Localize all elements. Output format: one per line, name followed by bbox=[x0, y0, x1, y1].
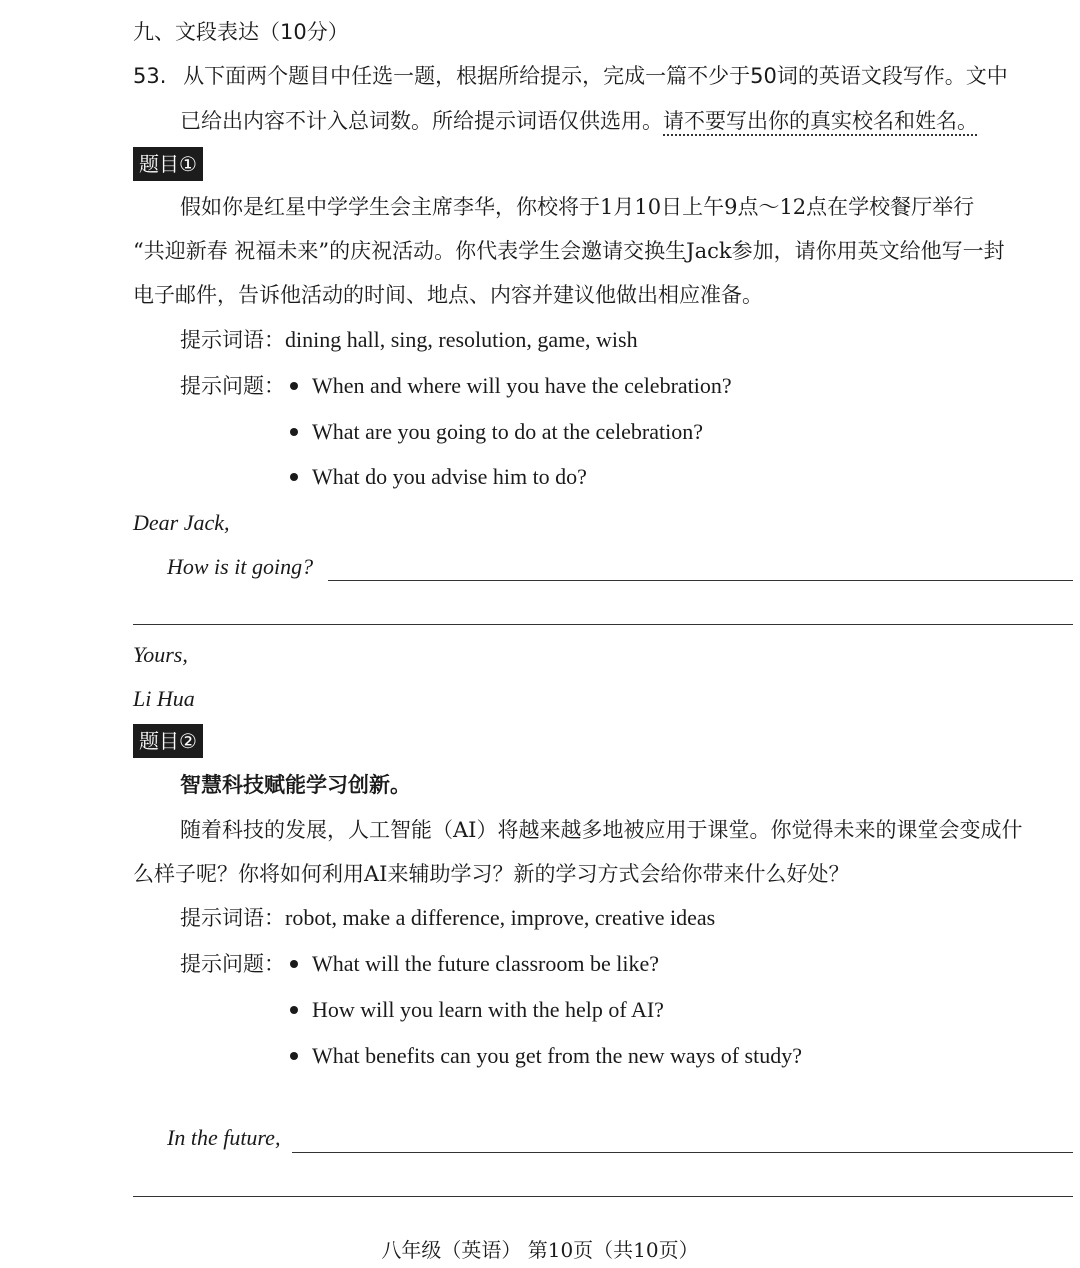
instruction-part1: 已给出内容不计入总词数。所给提示词语仅供选用。 bbox=[180, 109, 663, 133]
question-instruction-line2 bbox=[180, 107, 978, 135]
topic2-paragraph-line1: 随着科技的发展，人工智能（AI）将越来越多地被应用于课堂。你觉得未来的课堂会变成什 bbox=[180, 818, 1023, 842]
topic1-hint-question: What are you going to do at the celebration? bbox=[290, 418, 703, 446]
topic1-hint-words bbox=[180, 326, 638, 354]
hint-words-value: dining hall, sing, resolution, game, wish bbox=[285, 327, 638, 352]
essay-opening: In the future, bbox=[167, 1125, 281, 1150]
topic2-hint-question: What benefits can you get from the new ways of study? bbox=[290, 1042, 802, 1070]
answer-line[interactable] bbox=[292, 1152, 1073, 1153]
bullet-icon bbox=[290, 1006, 298, 1014]
bullet-icon bbox=[290, 960, 298, 968]
topic2-hint-words bbox=[180, 904, 715, 932]
answer-line[interactable] bbox=[133, 624, 1073, 625]
letter-signature: Li Hua bbox=[133, 686, 195, 711]
instruction-emphasis: 请不要写出你的真实校名和姓名。 bbox=[663, 109, 978, 133]
question-instruction-line1 bbox=[133, 62, 1008, 90]
topic2-hint-questions-label: 提示问题： bbox=[180, 952, 285, 976]
topic1-badge: 题目① bbox=[133, 147, 203, 181]
hint-words-label: 提示词语： bbox=[180, 906, 285, 930]
topic2-hint-question: What will the future classroom be like? bbox=[290, 950, 659, 978]
page-footer: 八年级（英语） 第10页（共10页） bbox=[381, 1238, 699, 1262]
bullet-icon bbox=[290, 428, 298, 436]
question-number: 53. bbox=[133, 64, 167, 88]
section-heading: 九、文段表达（10分） bbox=[133, 20, 349, 44]
topic1-paragraph-line1: 假如你是红星中学学生会主席李华，你校将于1月10日上午9点～12点在学校餐厅举行 bbox=[180, 195, 975, 219]
hint-words-value: robot, make a difference, improve, creative ideas bbox=[285, 905, 716, 930]
answer-line[interactable] bbox=[133, 1196, 1073, 1197]
topic1-paragraph-line2: “共迎新春 祝福未来”的庆祝活动。你代表学生会邀请交换生Jack参加，请你用英文给他写一封 bbox=[133, 239, 1005, 263]
topic1-hint-question: When and where will you have the celebration? bbox=[290, 372, 732, 400]
bullet-icon bbox=[290, 1052, 298, 1060]
topic1-hint-questions-label: 提示问题： bbox=[180, 374, 285, 398]
letter-opening: How is it going? bbox=[167, 554, 314, 579]
letter-closing: Yours, bbox=[133, 642, 188, 667]
topic1-paragraph-line3: 电子邮件，告诉他活动的时间、地点、内容并建议他做出相应准备。 bbox=[133, 283, 763, 307]
topic2-title: 智慧科技赋能学习创新。 bbox=[180, 772, 411, 797]
topic1-hint-question: What do you advise him to do? bbox=[290, 463, 587, 491]
hint-words-label: 提示词语： bbox=[180, 328, 285, 352]
topic2-hint-question: How will you learn with the help of AI? bbox=[290, 996, 664, 1024]
answer-line[interactable] bbox=[328, 580, 1073, 581]
topic2-badge: 题目② bbox=[133, 724, 203, 758]
question-instruction-text: 从下面两个题目中任选一题，根据所给提示，完成一篇不少于50词的英语文段写作。文中 bbox=[183, 64, 1008, 88]
topic2-paragraph-line2: 么样子呢？你将如何利用AI来辅助学习？新的学习方式会给你带来什么好处？ bbox=[133, 862, 850, 886]
bullet-icon bbox=[290, 382, 298, 390]
bullet-icon bbox=[290, 473, 298, 481]
letter-greeting: Dear Jack, bbox=[133, 510, 230, 535]
